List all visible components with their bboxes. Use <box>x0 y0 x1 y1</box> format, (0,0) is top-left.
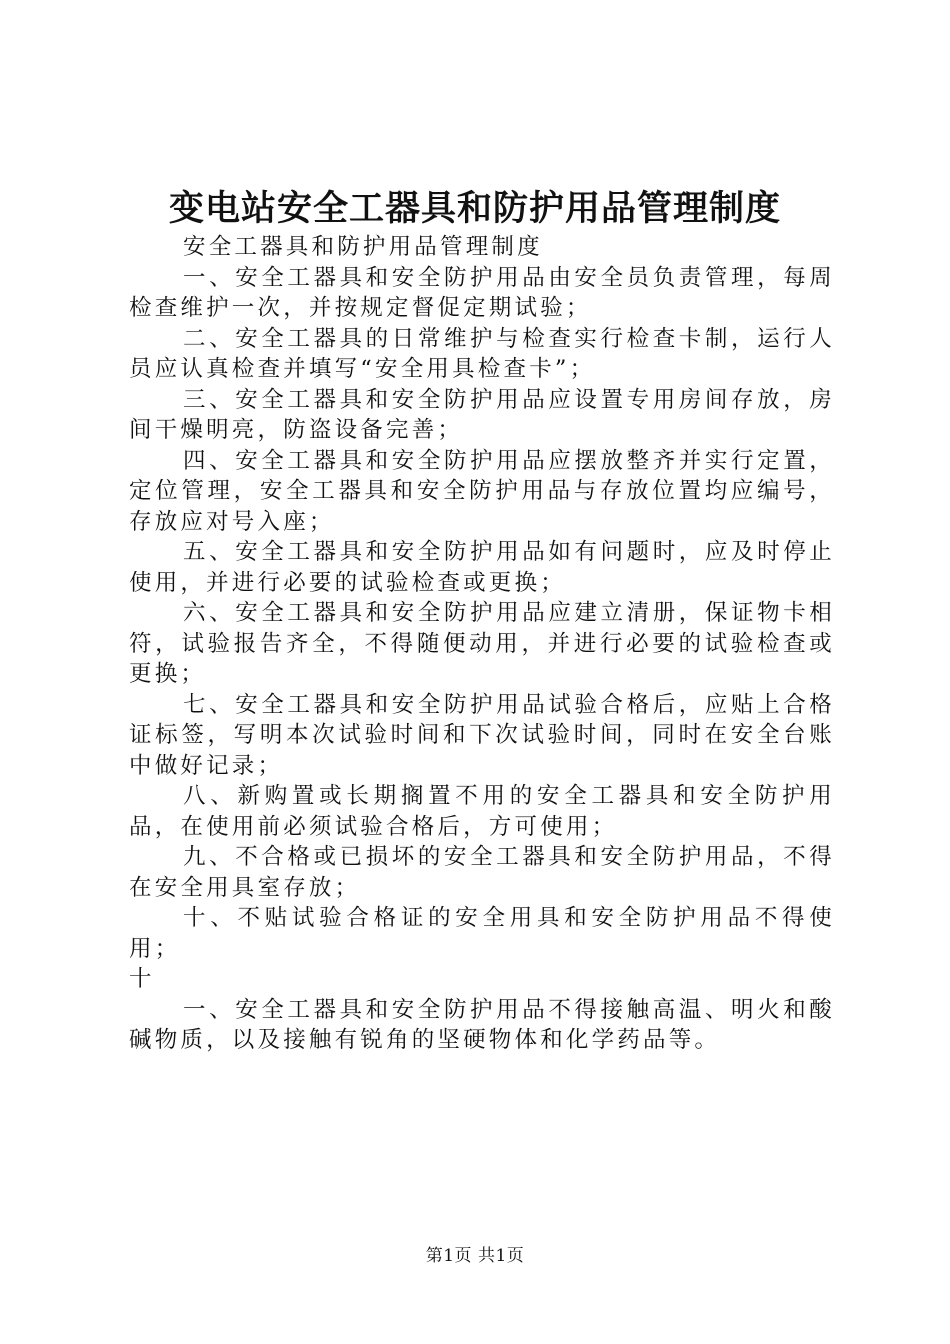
document-title: 变电站安全工器具和防护用品管理制度 <box>168 188 781 229</box>
paragraph-4: 四、安全工器具和安全防护用品应摆放整齐并实行定置，定位管理，安全工器具和安全防护用品与存放位置均应编号，存放应对号入座； <box>129 447 835 535</box>
paragraph-11-prefix: 十 <box>129 966 155 992</box>
paragraph-5: 五、安全工器具和安全防护用品如有问题时，应及时停止使用，并进行必要的试验检查或更换； <box>129 539 835 596</box>
paragraph-2: 二、安全工器具的日常维护与检查实行检查卡制，运行人员应认真检查并填写“安全用具检查卡”； <box>129 325 835 382</box>
paragraph-6: 六、安全工器具和安全防护用品应建立清册，保证物卡相符，试验报告齐全，不得随便动用，并进行必要的试验检查或更换； <box>129 600 835 687</box>
paragraph-3: 三、安全工器具和安全防护用品应设置专用房间存放，房间干燥明亮，防盗设备完善； <box>129 386 835 443</box>
document-subtitle: 安全工器具和防护用品管理制度 <box>183 234 543 260</box>
document-body <box>129 232 835 1056</box>
paragraph-7: 七、安全工器具和安全防护用品试验合格后，应贴上合格证标签，写明本次试验时间和下次试验时间，同时在安全台账中做好记录； <box>129 691 835 779</box>
paragraph-1: 一、安全工器具和安全防护用品由安全员负责管理，每周检查维护一次，并按规定督促定期试验； <box>129 264 835 321</box>
paragraph-8: 八、新购置或长期搁置不用的安全工器具和安全防护用品，在使用前必须试验合格后，方可使用； <box>129 783 835 840</box>
paragraph-9: 九、不合格或已损坏的安全工器具和安全防护用品，不得在安全用具室存放； <box>129 844 835 901</box>
page-footer: 第1页 共1页 <box>425 1246 525 1266</box>
paragraph-10: 十、不贴试验合格证的安全用具和安全防护用品不得使用； <box>129 905 835 962</box>
paragraph-11: 一、安全工器具和安全防护用品不得接触高温、明火和酸碱物质，以及接触有锐角的坚硬物体和化学药品等。 <box>129 996 835 1053</box>
